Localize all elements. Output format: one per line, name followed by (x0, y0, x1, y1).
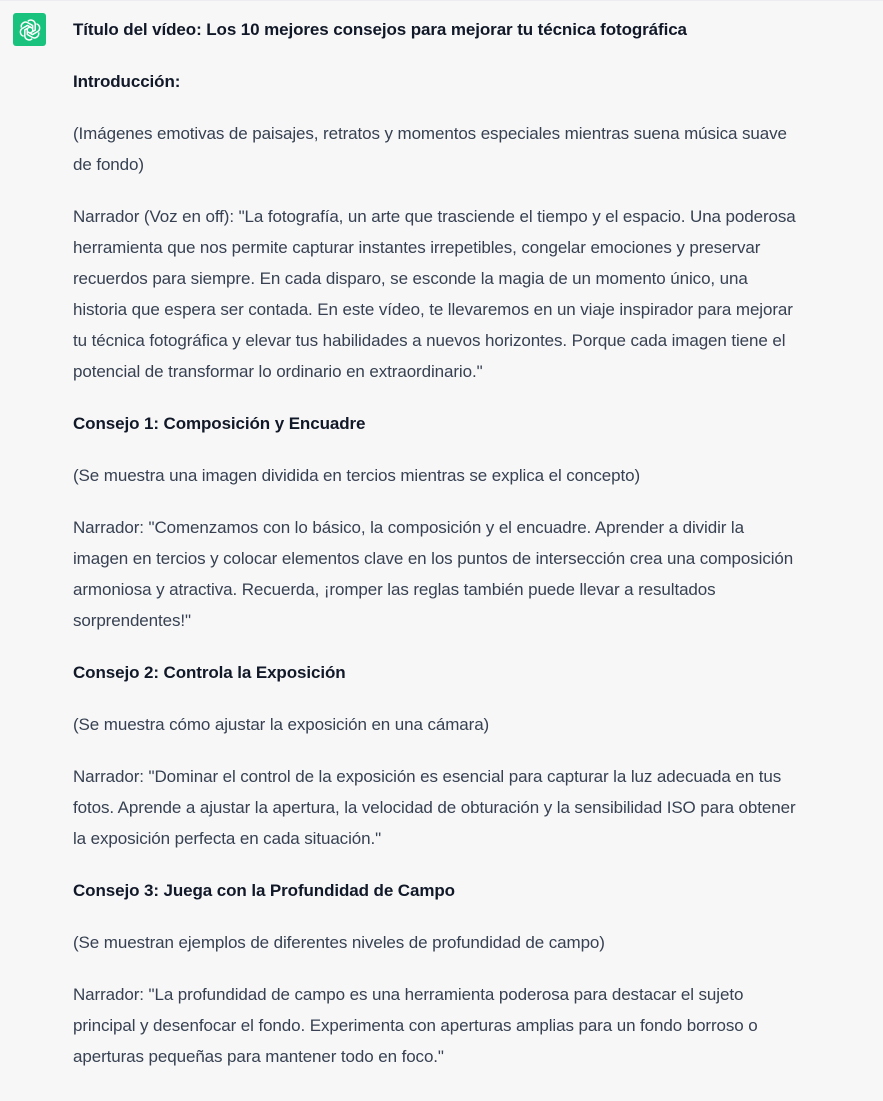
stage-direction: (Se muestran ejemplos de diferentes niveles de profundidad de campo) (73, 933, 605, 952)
narrator-line: Narrador (Voz en off): "La fotografía, un arte que trasciende el tiempo y el espacio. Una poderosa herramienta que nos permite capturar instantes irrepetibles, congelar emociones y preservar recuerdos para siempre. En cada disparo, se esconde la magia de un momento único, una historia que espera ser contada. En este vídeo, te llevaremos en un viaje inspirador para mejorar tu técnica fotográfica y elevar tus habilidades a nuevos horizontes. Porque cada imagen tiene el potencial de transformar lo ordinario en extraordinario." (73, 207, 796, 381)
openai-logo-icon (18, 18, 42, 42)
section-heading-consejo-2: Consejo 2: Controla la Exposición (73, 663, 346, 682)
stage-direction: (Imágenes emotivas de paisajes, retratos y momentos especiales mientras suena música suave de fondo) (73, 124, 787, 174)
section-heading-consejo-1: Consejo 1: Composición y Encuadre (73, 414, 366, 433)
top-divider (0, 0, 883, 1)
section-heading-introduccion: Introducción: (73, 72, 181, 91)
stage-direction: (Se muestra una imagen dividida en tercios mientras se explica el concepto) (73, 466, 641, 485)
section-heading-consejo-3: Consejo 3: Juega con la Profundidad de Campo (73, 881, 455, 900)
assistant-avatar (13, 13, 46, 46)
assistant-message (73, 14, 803, 1093)
stage-direction: (Se muestra cómo ajustar la exposición en una cámara) (73, 715, 490, 734)
narrator-line: Narrador: "Dominar el control de la exposición es esencial para capturar la luz adecuada en tus fotos. Aprende a ajustar la apertura, la velocidad de obturación y la sensibilidad ISO para obtener la exposición perfecta en cada situación." (73, 767, 796, 848)
narrator-line: Narrador: "La profundidad de campo es una herramienta poderosa para destacar el sujeto principal y desenfocar el fondo. Experimenta con aperturas amplias para un fondo borroso o aperturas pequeñas para mantener todo en foco." (73, 985, 758, 1066)
video-title: Título del vídeo: Los 10 mejores consejos para mejorar tu técnica fotográfica (73, 20, 687, 39)
narrator-line: Narrador: "Comenzamos con lo básico, la composición y el encuadre. Aprender a dividir la imagen en tercios y colocar elementos clave en los puntos de intersección crea una composición armoniosa y atractiva. Recuerda, ¡romper las reglas también puede llevar a resultados sorprendentes!" (73, 518, 794, 630)
